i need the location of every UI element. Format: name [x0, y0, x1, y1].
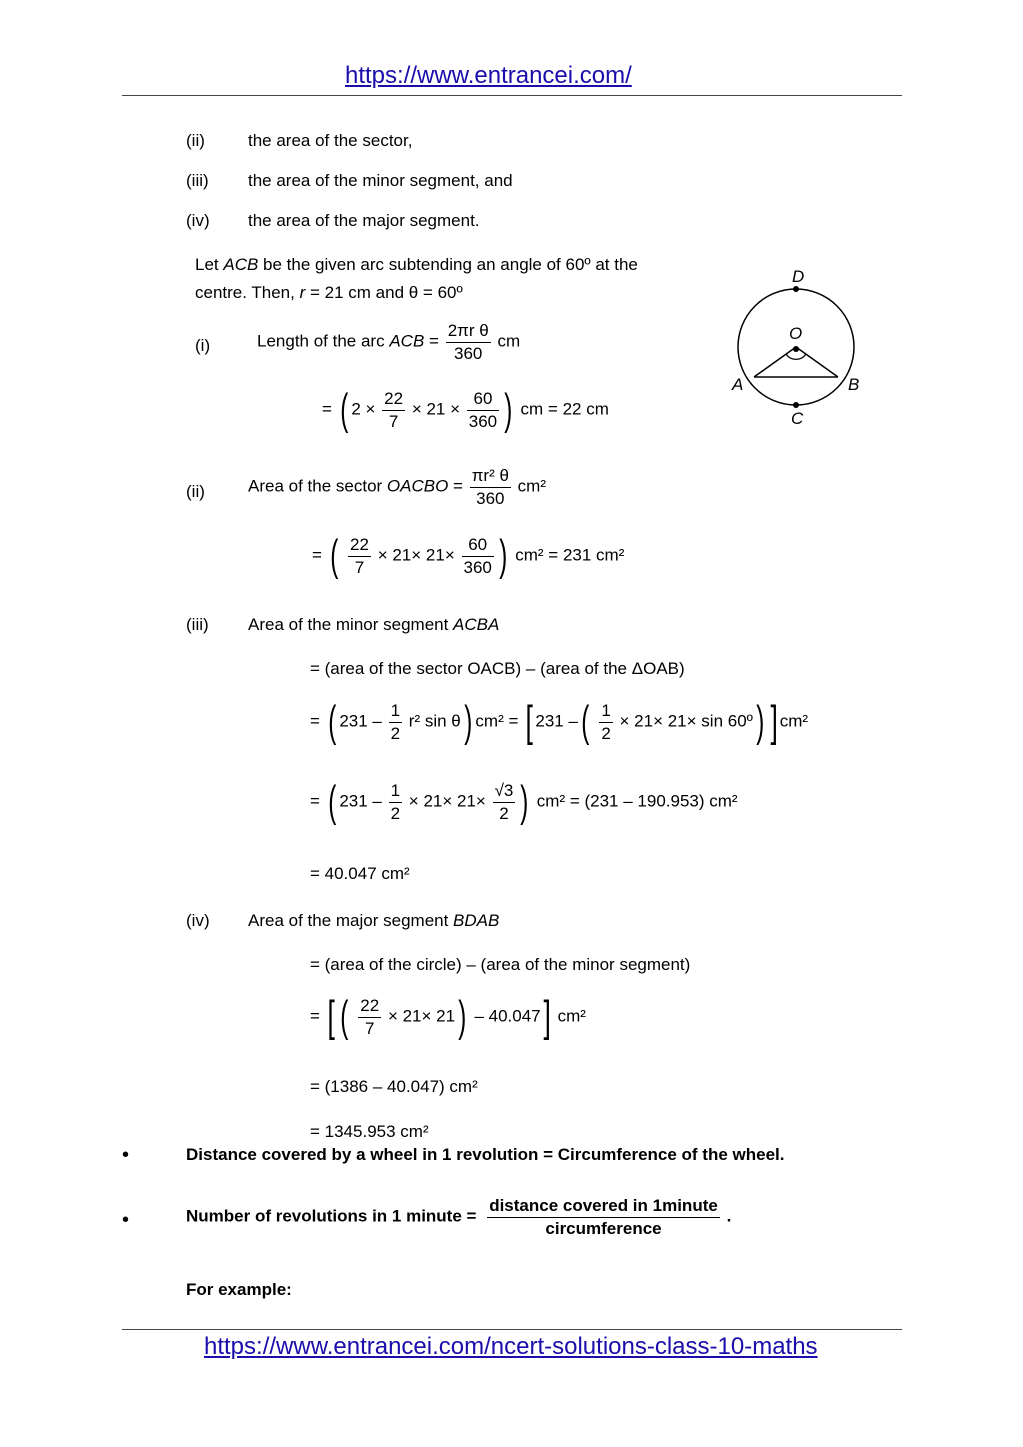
label-c: C	[791, 409, 804, 428]
part-i-formula: Length of the arc ACB = $\frac{\text{2πr θ}}{360}$ cm	[257, 321, 521, 363]
example-heading: For example:	[186, 1280, 292, 1299]
footer-link[interactable]: https://www.entrancei.com/ncert-solutions-class-10-maths	[204, 1333, 818, 1360]
list-item-num: (iv)	[186, 211, 210, 230]
list-item-num: (iii)	[186, 171, 209, 190]
bullet-icon: •	[122, 1144, 130, 1166]
fraction: $\frac{\text{2πr θ}}{360}$	[447, 321, 489, 363]
part-iv-heading: Area of the major segment BDAB	[248, 911, 500, 930]
part-iii-line-1: = (area of the sector OACB) – (area of the ΔOAB)	[310, 659, 685, 678]
part-i-step: = ( 2 × $\frac{22}{7}$ × 21 × $\frac{60}{360}$ ) cm = 22 cm	[322, 385, 609, 434]
fraction: $\frac{22}{7}$	[384, 388, 404, 431]
point-c	[793, 402, 799, 408]
fraction: $\frac{1}{2}$	[390, 700, 401, 743]
part-iv-line-2: = [ ( $\frac{22}{7}$ × 21× 21) – 40.047] cm²	[310, 992, 586, 1041]
point-d	[793, 286, 799, 292]
bullet-icon: •	[122, 1209, 130, 1231]
header-link[interactable]: https://www.entrancei.com/	[345, 62, 632, 89]
footer-rule	[122, 1329, 902, 1330]
list-item-num: (ii)	[186, 131, 205, 150]
part-ii-step: = ( $\frac{22}{7}$ × 21× 21× $\frac{60}{360}$ ) cm² = 231 cm²	[312, 531, 625, 580]
bullet-text-1: Distance covered by a wheel in 1 revolution = Circumference of the wheel.	[186, 1145, 785, 1164]
part-ii-num: (ii)	[186, 482, 205, 501]
label-a: A	[732, 375, 744, 394]
fraction: $\frac{1}{2}$	[601, 700, 611, 743]
part-iv-num: (iv)	[186, 911, 210, 930]
list-item-text: the area of the sector,	[248, 131, 413, 150]
label-b: B	[848, 375, 860, 394]
part-iii-num: (iii)	[186, 615, 209, 634]
list-item-text: the area of the minor segment, and	[248, 171, 513, 190]
fraction: $\frac{\text{πr² θ}}{360}$	[471, 466, 509, 508]
part-iv-line-4: = 1345.953 cm²	[310, 1122, 429, 1141]
label-d: D	[792, 267, 805, 286]
part-ii-formula: Area of the sector OACBO = $\frac{\text{πr² θ}}{360}$ cm²	[248, 466, 546, 508]
circle-diagram	[720, 262, 870, 432]
radius-ob	[796, 347, 838, 377]
angle-arc	[786, 354, 806, 359]
fraction: $\frac{60}{360}$	[468, 388, 498, 431]
label-o: O	[789, 324, 803, 343]
intro-line-1: Let ACB be the given arc subtending an angle of 60º at the	[195, 255, 638, 274]
part-i-num: (i)	[195, 336, 211, 355]
bullet-text-2: Number of revolutions in 1 minute = $\frac{\text{distance covered in 1minute}}{\text{circumference}}$ .	[186, 1196, 732, 1238]
fraction: $\frac{1}{2}$	[390, 780, 401, 823]
list-item-text: the area of the major segment.	[248, 211, 480, 230]
part-iii-heading: Area of the minor segment ACBA	[248, 615, 500, 634]
part-iv-line-3: = (1386 – 40.047) cm²	[310, 1077, 478, 1096]
part-iii-line-4: = 40.047 cm²	[310, 864, 410, 883]
fraction: $\frac{22}{7}$	[350, 534, 369, 577]
point-o	[793, 346, 799, 352]
fraction: $\frac{\text{distance covered in 1minute}}{\text{circumference}}$	[489, 1196, 718, 1238]
fraction: $\frac{22}{7}$	[360, 995, 380, 1038]
part-iii-line-3: = ( 231 – $\frac{1}{2}$ × 21× 21× $\frac{√3}{2}$ ) cm² = (231 – 190.953) cm²	[310, 777, 738, 826]
fraction: $\frac{60}{360}$	[463, 534, 492, 577]
part-iv-line-1: = (area of the circle) – (area of the minor segment)	[310, 955, 691, 974]
header-rule	[122, 95, 902, 96]
radius-oa	[754, 347, 796, 377]
part-iii-line-2: = ( 231 – $\frac{1}{2}$ r² sin θ) cm² = [ 231 –( $\frac{1}{2}$ × 21× 21× sin 60º) ] cm²	[310, 697, 809, 746]
intro-line-2: centre. Then, r = 21 cm and θ = 60º	[195, 283, 463, 302]
fraction: $\frac{√3}{2}$	[494, 780, 514, 823]
